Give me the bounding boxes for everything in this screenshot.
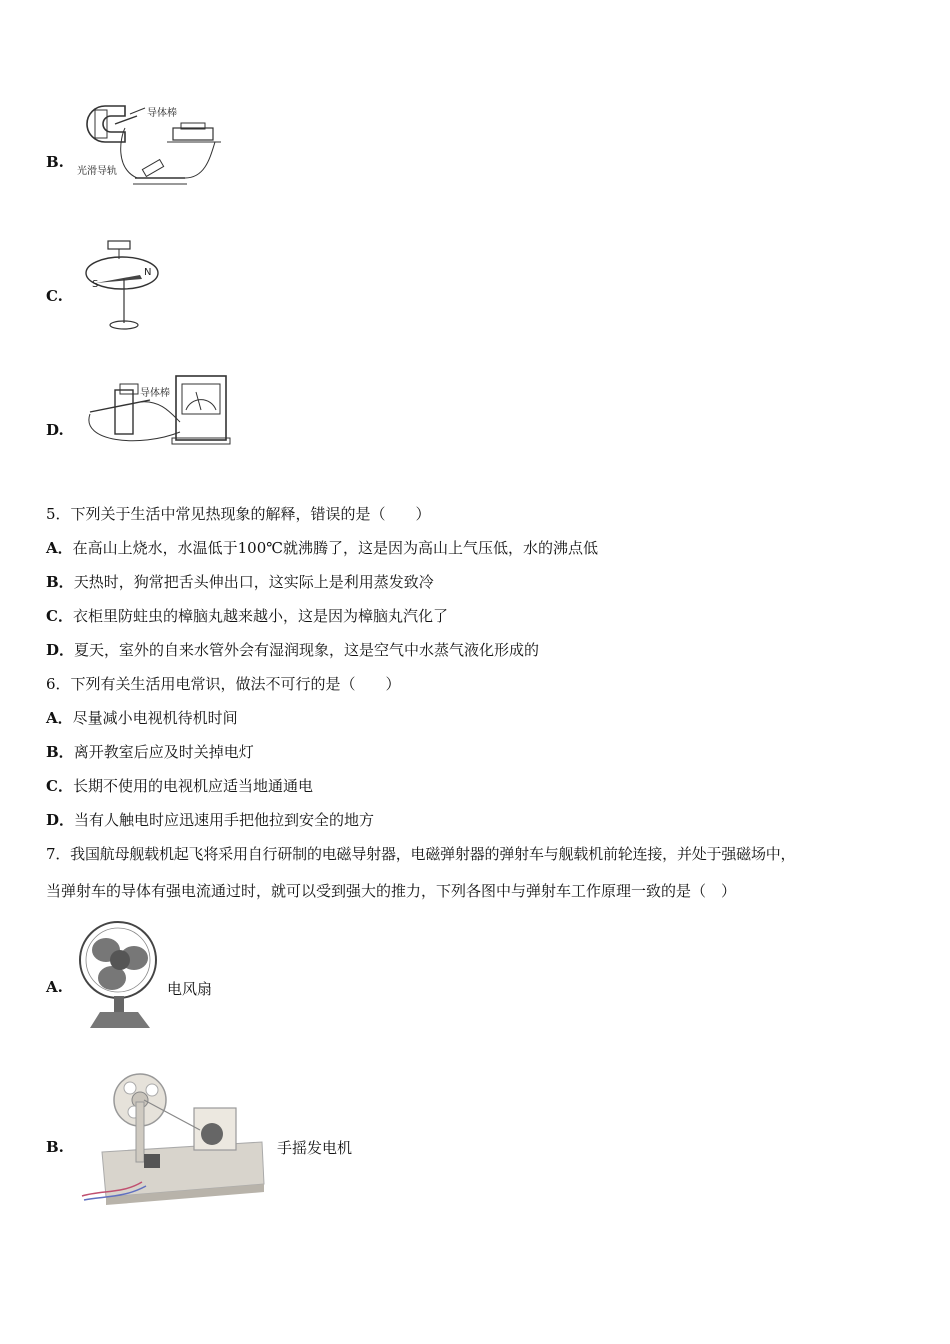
option-text: 长期不使用的电视机应适当地通通电 [72, 777, 313, 795]
q7-option-a-label[interactable]: A. [46, 978, 63, 996]
option-text: 离开教室后应及时关掉电灯 [73, 743, 254, 761]
conductor-rail-figure [75, 98, 225, 193]
option-text: 当有人触电时应迅速用手把他拉到安全的地方 [74, 811, 375, 829]
fig-label-smooth-rail: 光滑导轨 [77, 166, 117, 177]
q6-option-d[interactable] [46, 810, 374, 830]
option-letter: B． [46, 573, 74, 591]
q7-option-b-caption: 手摇发电机 [277, 1139, 353, 1157]
q7-option-a-caption: 电风扇 [167, 980, 213, 998]
q6-option-c[interactable] [46, 776, 313, 796]
electric-fan-figure [76, 918, 158, 1033]
option-letter: A． [46, 709, 73, 727]
q6-stem: 6．下列有关生活用电常识，做法不可行的是（ ） [46, 675, 401, 693]
option-letter: A． [46, 539, 73, 557]
q5-option-d[interactable] [46, 640, 539, 660]
q7-stem-line2: 当弹射车的导体有强电流通过时，就可以受到强大的推力，下列各图中与弹射车工作原理一致的是（ ） [46, 882, 737, 900]
fig-label-conductor-bar-d: 导体棒 [140, 388, 170, 399]
q7-option-b-label[interactable]: B. [46, 1138, 64, 1156]
fig-label-conductor-bar: 导体棒 [147, 108, 177, 119]
option-text: 夏天，室外的自来水管外会有湿润现象，这是空气中水蒸气液化形成的 [74, 641, 540, 659]
option-text: 尽量减小电视机待机时间 [72, 709, 238, 727]
q5-option-b[interactable] [46, 572, 434, 592]
option-text: 衣柜里防蛀虫的樟脑丸越来越小，这是因为樟脑丸汽化了 [72, 607, 448, 625]
q5-stem: 5．下列关于生活中常见热现象的解释，错误的是（ ） [46, 505, 431, 523]
option-letter: B． [46, 743, 74, 761]
compass-coil-figure [82, 235, 172, 335]
compass-n-label: N [144, 267, 152, 278]
option-text: 在高山上烧水，水温低于100℃就沸腾了，这是因为高山上气压低，水的沸点低 [72, 539, 599, 557]
q5-option-c[interactable] [46, 606, 448, 626]
q6-option-a[interactable] [46, 708, 238, 728]
q5-option-a[interactable] [46, 538, 598, 558]
galvanometer-figure [80, 372, 230, 452]
q7-stem-line1: 7．我国航母舰载机起飞将采用自行研制的电磁导射器，电磁弹射器的弹射车与舰载机前轮连接，并处于强磁场中， [46, 845, 796, 863]
option-letter: D． [46, 811, 75, 829]
compass-s-label: S [92, 279, 99, 290]
option-letter: D． [46, 641, 75, 659]
option-letter: C． [46, 777, 73, 795]
hand-generator-figure [72, 1072, 272, 1207]
option-text: 天热时，狗常把舌头伸出口，这实际上是利用蒸发致冷 [73, 573, 434, 591]
option-d-label: D. [46, 421, 64, 439]
option-c-label: C. [46, 287, 63, 305]
option-b-label: B. [46, 153, 64, 171]
q6-option-b[interactable] [46, 742, 254, 762]
option-letter: C． [46, 607, 73, 625]
